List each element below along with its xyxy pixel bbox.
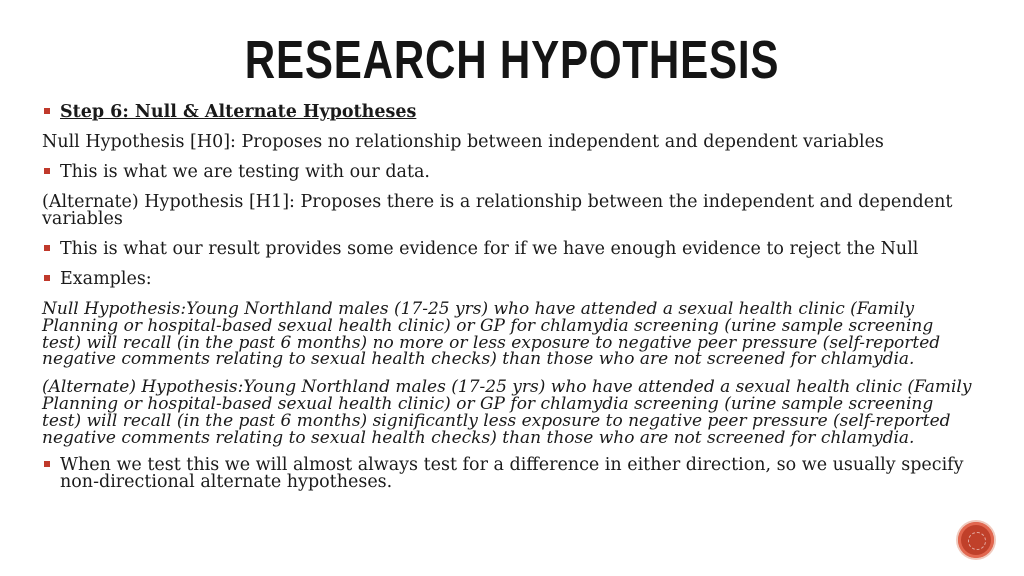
bullet-direction xyxy=(44,457,972,491)
slide-title: RESEARCH HYPOTHESIS xyxy=(244,30,780,90)
slide-logo-icon xyxy=(958,522,994,558)
alternate-hypothesis-definition: (Alternate) Hypothesis [H1]: Proposes there is a relationship between the independent and dependent variables xyxy=(42,192,953,229)
bullet-testing xyxy=(44,164,972,181)
bullet-step-heading xyxy=(44,104,972,121)
null-hypothesis-definition: Null Hypothesis [H0]: Proposes no relationship between independent and dependent variables xyxy=(42,132,884,152)
null-hypothesis-example: Null Hypothesis:Young Northland males (17-25 yrs) who have attended a sexual health clinic (Family Planning or hospital-based sexual health clinic) or GP for chlamydia screening (urine sample screening test) will recall (in the past 6 months) no more or less exposure to negative peer pressure (self-reported negative comments relating to sexual health checks) than those who are not screened for chlamydia. xyxy=(42,299,941,370)
bullet-square-icon xyxy=(44,245,50,251)
bullet-square-icon xyxy=(44,108,50,114)
step-heading: Step 6: Null & Alternate Hypotheses xyxy=(60,102,417,122)
bullet-direction-text: When we test this we will almost always test for a difference in either direction, so we usually specify non-directional alternate hypotheses. xyxy=(60,455,964,493)
bullet-testing-text: This is what we are testing with our data. xyxy=(60,162,430,182)
alternate-hypothesis-example: (Alternate) Hypothesis:Young Northland males (17-25 yrs) who have attended a sexual health clinic (Family Planning or hospital-based sexual health clinic) or GP for chlamydia screening (urine sample screening test) will recall (in the past 6 months) significantly less exposure to negative peer pressure (self-reported negative comments relating to sexual health checks) than those who are not screened for chlamydia. xyxy=(42,377,972,448)
bullet-square-icon xyxy=(44,168,50,174)
bullet-result xyxy=(44,241,972,258)
bullet-square-icon xyxy=(44,461,50,467)
bullet-examples-text: Examples: xyxy=(60,269,152,289)
bullet-examples xyxy=(44,271,972,288)
slide-content xyxy=(42,104,972,504)
bullet-square-icon xyxy=(44,275,50,281)
bullet-result-text: This is what our result provides some evidence for if we have enough evidence to reject the Null xyxy=(60,239,919,259)
